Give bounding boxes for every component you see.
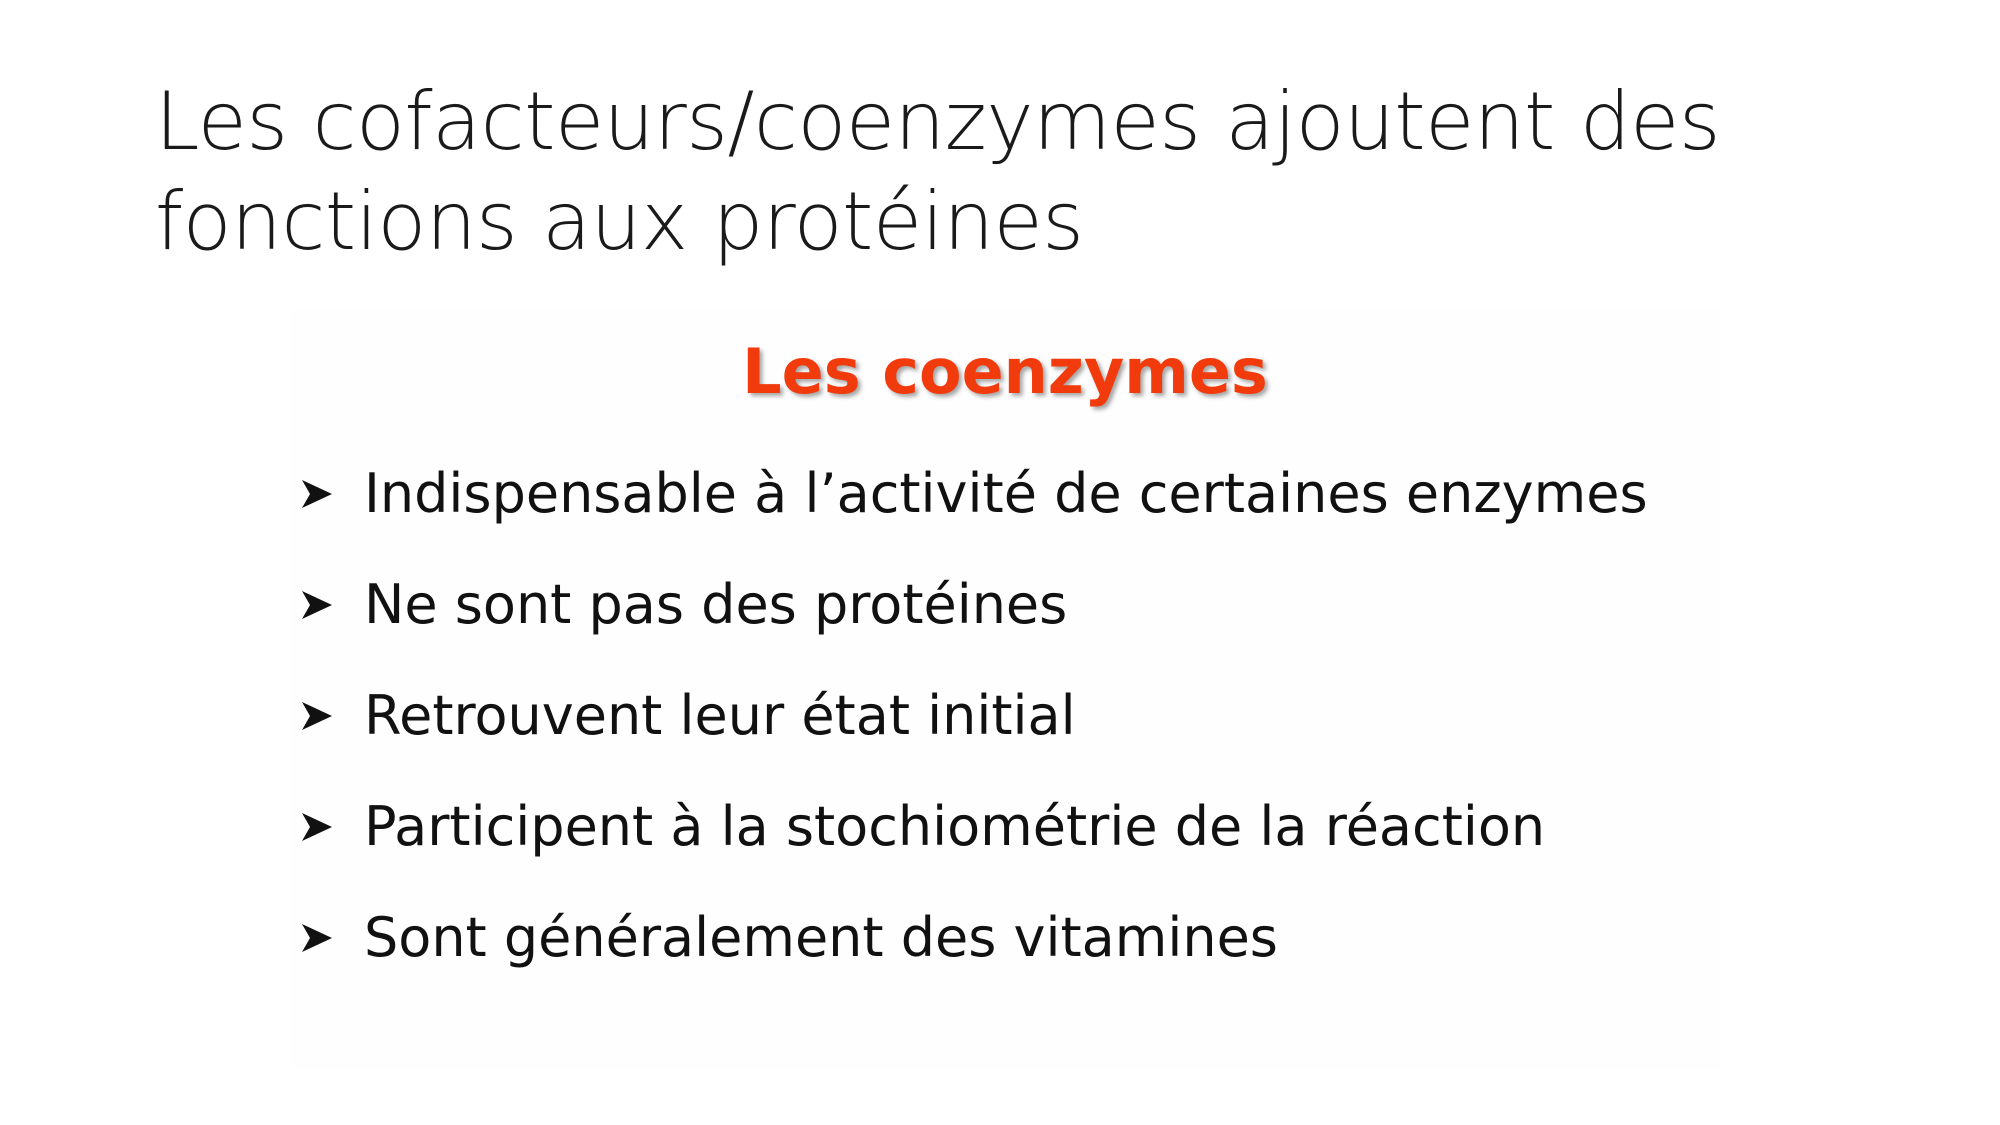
slide-title-line-2: fonctions aux protéines	[155, 175, 1084, 268]
slide-title	[155, 72, 1855, 272]
arrowhead-bullet-icon	[300, 477, 334, 511]
arrowhead-bullet-icon	[300, 810, 334, 844]
bullet-list	[300, 438, 1648, 993]
list-item	[300, 660, 1648, 771]
arrowhead-bullet-icon	[300, 921, 334, 955]
bullet-text: Retrouvent leur état initial	[364, 683, 1076, 747]
section-heading: Les coenzymes	[742, 335, 1268, 408]
bullet-text: Indispensable à l’activité de certaines enzymes	[364, 461, 1648, 525]
list-item	[300, 549, 1648, 660]
slide-title-line-1: Les cofacteurs/coenzymes ajoutent des	[155, 75, 1721, 168]
list-item	[300, 771, 1648, 882]
bullet-text: Ne sont pas des protéines	[364, 572, 1068, 636]
list-item	[300, 882, 1648, 993]
bullet-text: Participent à la stochiométrie de la réaction	[364, 794, 1546, 858]
list-item	[300, 438, 1648, 549]
coenzymes-content-image	[290, 310, 1720, 1070]
arrowhead-bullet-icon	[300, 699, 334, 733]
arrowhead-bullet-icon	[300, 588, 334, 622]
bullet-text: Sont généralement des vitamines	[364, 905, 1278, 969]
